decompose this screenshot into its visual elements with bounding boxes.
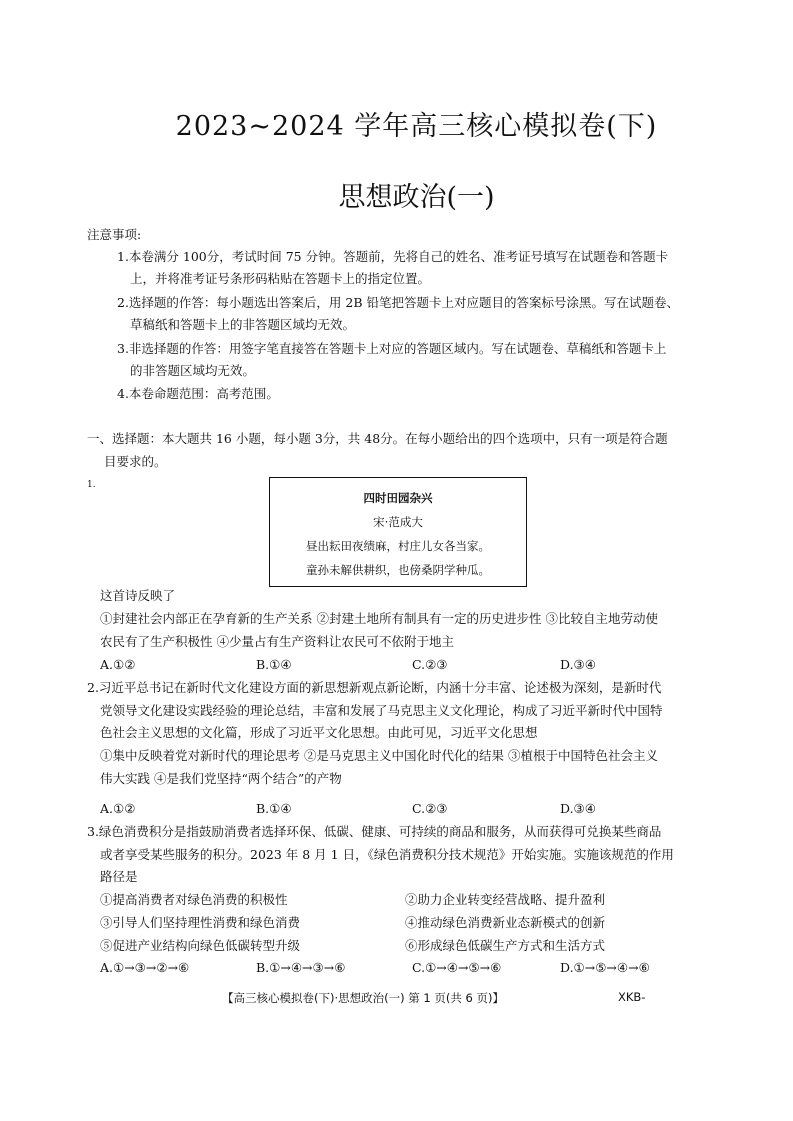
question-stem: 这首诗反映了 bbox=[100, 588, 176, 603]
notice-item-cont: 草稿纸和答题卡上的非答题区域均无效。 bbox=[130, 317, 356, 332]
notice-item: 2.选择题的作答：每小题选出答案后，用 2B 铅笔把答题卡上对应题目的答案标号涂黑。写在试题卷、 bbox=[117, 295, 680, 310]
question-statements-cont: 农民有了生产积极性 ④少量占有生产资料让农民可不依附于地主 bbox=[100, 634, 454, 649]
choice-item: ①提高消费者对绿色消费的积极性 bbox=[100, 892, 288, 907]
option-c: C.②③ bbox=[412, 801, 448, 816]
option-a: A.①② bbox=[100, 801, 136, 816]
option-b: B.①④ bbox=[256, 801, 292, 816]
question-stem-cont: 色社会主义思想的文化篇，形成了习近平文化思想。由此可见，习近平文化思想 bbox=[100, 725, 538, 740]
option-c: C.①→④→⑤→⑥ bbox=[412, 960, 502, 975]
question-statements: ①封建社会内部正在孕育新的生产关系 ②封建土地所有制具有一定的历史进步性 ③比较自主地劳动使 bbox=[100, 611, 658, 626]
option-d: D.③④ bbox=[560, 657, 596, 672]
option-a: A.①→③→②→⑥ bbox=[100, 960, 190, 975]
choice-item: ②助力企业转变经营战略、提升盈利 bbox=[405, 892, 606, 907]
question-number: 1. bbox=[87, 480, 96, 490]
question-statements-cont: 伟大实践 ④是我们党坚持“两个结合”的产物 bbox=[100, 771, 342, 786]
page-footer: 【高三核心模拟卷(下)·思想政治(一) 第 1 页(共 6 页)】 bbox=[222, 991, 504, 1005]
option-c: C.②③ bbox=[412, 657, 448, 672]
notice-item: 3.非选择题的作答：用签字笔直接答在答题卡上对应的答题区域内。写在试题卷、草稿纸和答题卡上 bbox=[117, 341, 667, 356]
question-stem-cont: 或者享受某些服务的积分。2023 年 8 月 1 日，《绿色消费积分技术规范》开始实施。实施该规范的作用 bbox=[100, 847, 674, 862]
question-stem: 2.习近平总书记在新时代文化建设方面的新思想新观点新论断，内涵十分丰富、论述极为深刻，是新时代 bbox=[87, 680, 662, 695]
poem-title: 四时田园杂兴 bbox=[363, 491, 433, 505]
section-heading: 一、选择题：本大题共 16 小题，每小题 3分，共 48分。在每小题给出的四个选项中，只有一项是符合题 bbox=[87, 431, 668, 446]
option-a: A.①② bbox=[100, 657, 136, 672]
choice-item: ④推动绿色消费新业态新模式的创新 bbox=[405, 915, 606, 930]
notice-item-cont: 上，并将准考证号条形码粘贴在答题卡上的指定位置。 bbox=[130, 271, 431, 286]
question-stem-cont: 党领导文化建设实践经验的理论总结，丰富和发展了马克思主义文化理论，构成了习近平新时代中国特 bbox=[100, 703, 663, 718]
option-d: D.①→⑤→④→⑥ bbox=[560, 960, 650, 975]
notice-item: 1.本卷满分 100分，考试时间 75 分钟。答题前，先将自己的姓名、准考证号填写在试题卷和答题卡 bbox=[117, 249, 669, 264]
choice-item: ③引导人们坚持理性消费和绿色消费 bbox=[100, 915, 301, 930]
poem-box bbox=[269, 477, 527, 587]
option-b: B.①④ bbox=[256, 657, 292, 672]
notice-item-cont: 的非答题区域均无效。 bbox=[130, 363, 256, 378]
notice-item: 4.本卷命题范围：高考范围。 bbox=[117, 386, 279, 401]
poem-author: 宋·范成大 bbox=[373, 515, 423, 529]
option-d: D.③④ bbox=[560, 801, 596, 816]
option-b: B.①→④→③→⑥ bbox=[256, 960, 346, 975]
page-subtitle: 思想政治(一) bbox=[338, 182, 495, 213]
question-statements: ①集中反映着党对新时代的理论思考 ②是马克思主义中国化时代化的结果 ③植根于中国特色社会主义 bbox=[100, 748, 658, 763]
poem-line: 童孙未解供耕织，也傍桑阴学种瓜。 bbox=[306, 563, 490, 577]
footer-code: XKB- bbox=[618, 990, 646, 1004]
section-heading-cont: 目要求的。 bbox=[104, 454, 167, 469]
choice-item: ⑥形成绿色低碳生产方式和生活方式 bbox=[405, 938, 606, 953]
notice-heading: 注意事项: bbox=[87, 227, 142, 242]
question-stem-cont: 路径是 bbox=[100, 869, 138, 884]
poem-line: 昼出耘田夜绩麻，村庄儿女各当家。 bbox=[306, 539, 490, 553]
page-title: 2023~2024 学年高三核心模拟卷(下) bbox=[175, 111, 658, 142]
choice-item: ⑤促进产业结构向绿色低碳转型升级 bbox=[100, 938, 301, 953]
question-stem: 3.绿色消费积分是指鼓励消费者选择环保、低碳、健康、可持续的商品和服务，从而获得可兑换某些商品 bbox=[87, 824, 662, 839]
